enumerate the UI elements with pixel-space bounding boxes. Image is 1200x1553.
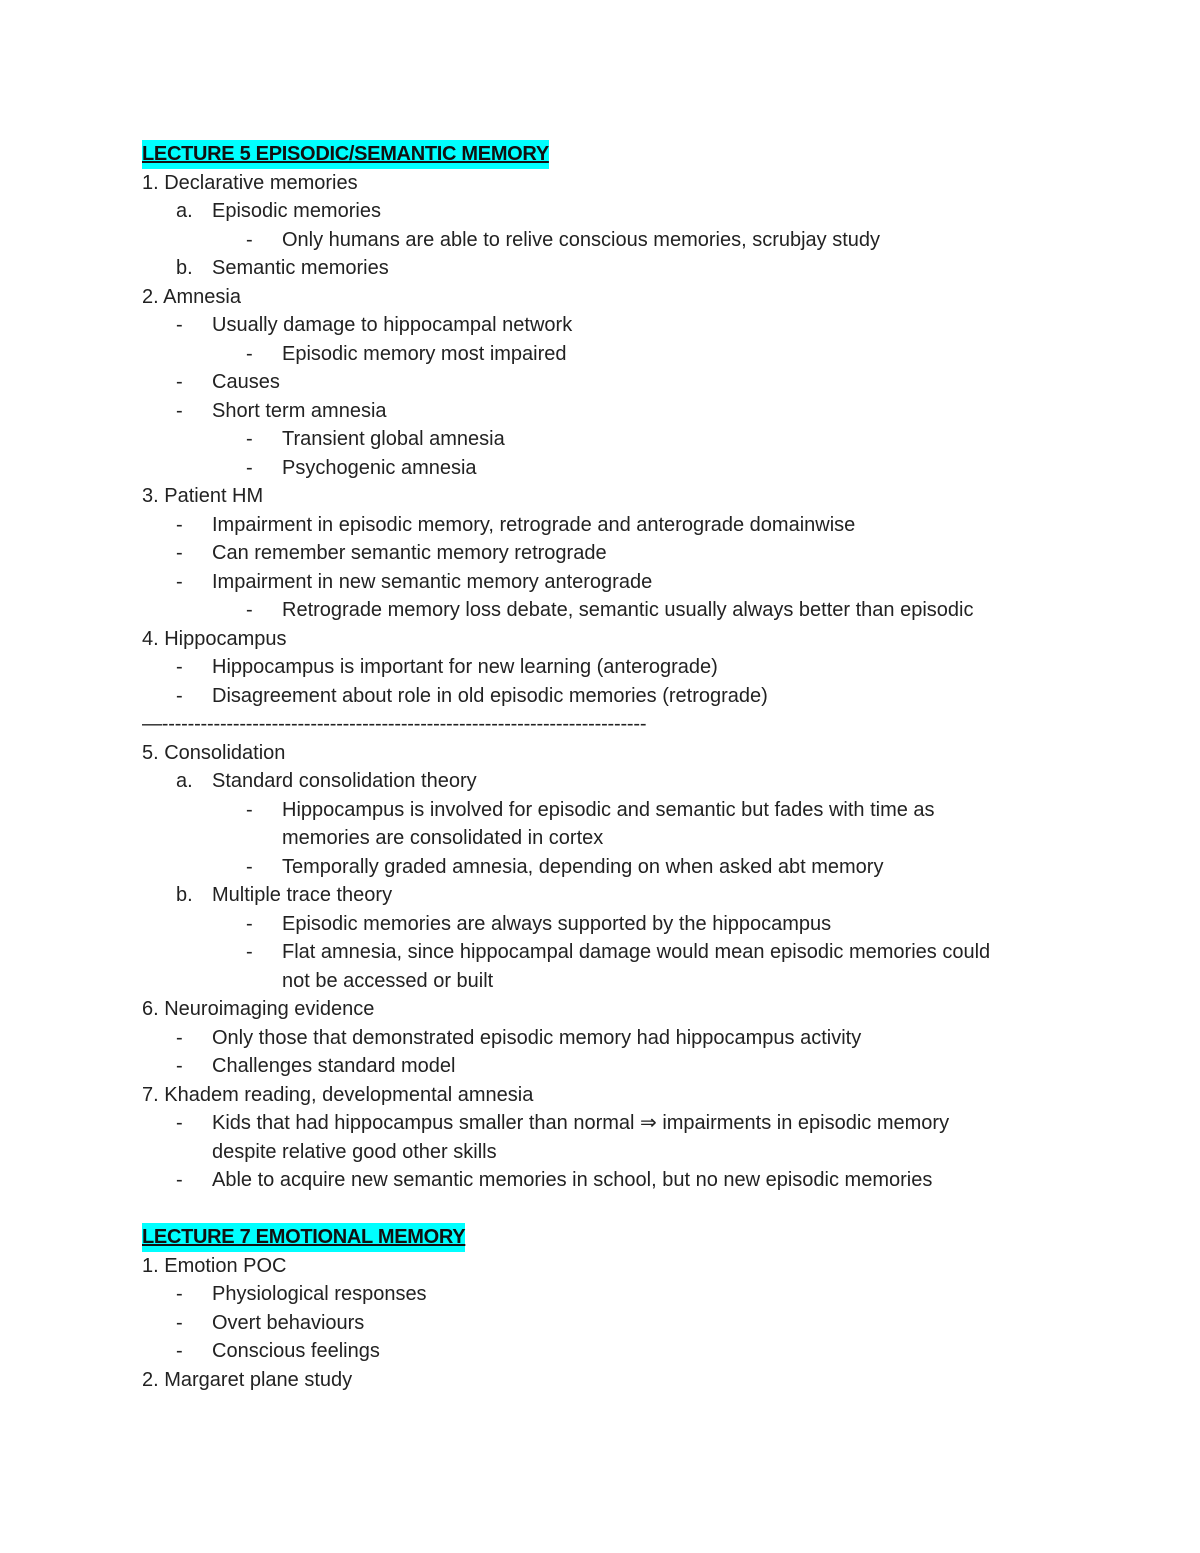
- outline-item-line: Short term amnesia: [212, 399, 387, 422]
- outline-item-line: 7. Khadem reading, developmental amnesia: [142, 1083, 534, 1106]
- outline-item-line: 5. Consolidation: [142, 741, 286, 764]
- list-marker: a.: [176, 770, 193, 792]
- outline-item: [142, 853, 1082, 882]
- outline-item-line: Impairment in episodic memory, retrograde and anterograde domainwise: [212, 513, 856, 536]
- outline-item-text: [212, 1024, 861, 1053]
- outline-item-line: 2. Amnesia: [142, 285, 241, 308]
- outline-item-text: [282, 454, 477, 483]
- outline-item-line: Episodic memories: [212, 200, 381, 222]
- outline-item: [142, 739, 1082, 768]
- outline-item-text: [212, 1166, 932, 1195]
- outline-item: [142, 682, 1082, 711]
- outline-item: [142, 482, 1082, 511]
- list-marker: -: [176, 513, 183, 536]
- list-marker: -: [176, 371, 183, 393]
- outline-item-text: [282, 910, 831, 939]
- outline-item-text: [212, 568, 652, 597]
- outline-item-line: Kids that had hippocampus smaller than normal ⇒ impairments in episodic memory: [212, 1112, 950, 1134]
- list-marker: a.: [176, 200, 193, 222]
- outline-item-text: [282, 226, 880, 255]
- outline-item: [142, 938, 1082, 995]
- outline-item: [142, 653, 1082, 682]
- outline-item: [142, 796, 1082, 853]
- outline-item-line: Conscious feelings: [212, 1340, 380, 1362]
- outline-item: [142, 1366, 1082, 1395]
- outline-item-line: Can remember semantic memory retrograde: [212, 542, 607, 564]
- outline-item: [142, 169, 1082, 198]
- list-marker: -: [246, 798, 253, 821]
- outline-item: [142, 1109, 1082, 1166]
- outline-item-text: [212, 1109, 949, 1166]
- outline-item-text: [142, 482, 263, 511]
- outline-item: [142, 1337, 1082, 1366]
- outline-item: [142, 881, 1082, 910]
- outline-item-line: Only those that demonstrated episodic memory had hippocampus activity: [212, 1026, 862, 1049]
- outline-item-text: [212, 397, 387, 426]
- list-marker: -: [246, 855, 253, 878]
- outline-item-line: Retrograde memory loss debate, semantic usually always better than episodic: [282, 599, 974, 621]
- outline-item-text: [142, 169, 358, 198]
- outline-item: [142, 1309, 1082, 1338]
- outline-item: [142, 596, 1082, 625]
- outline-item-line: Multiple trace theory: [212, 884, 393, 906]
- outline-item-line: Impairment in new semantic memory anterograde: [212, 570, 653, 593]
- outline-item-text: [212, 653, 718, 682]
- outline-item: [142, 511, 1082, 540]
- outline-item: [142, 254, 1082, 283]
- outline-item: [142, 283, 1082, 312]
- outline-item-text: [212, 254, 389, 283]
- list-marker: -: [246, 228, 253, 251]
- outline-item-text: [142, 1081, 533, 1110]
- list-marker: -: [176, 1340, 183, 1362]
- list-marker: -: [246, 428, 253, 450]
- outline-item: [142, 368, 1082, 397]
- list-marker: -: [176, 314, 183, 336]
- list-marker: b.: [176, 884, 193, 906]
- list-marker: -: [176, 656, 183, 678]
- outline-item-line: Overt behaviours: [212, 1311, 365, 1334]
- outline-item: [142, 311, 1082, 340]
- outline-item: [142, 454, 1082, 483]
- outline-item-line: Standard consolidation theory: [212, 770, 477, 792]
- outline-item-line: Able to acquire new semantic memories in school, but no new episodic memories: [212, 1169, 933, 1191]
- list-marker: -: [176, 1026, 183, 1049]
- lecture5-heading: LECTURE 5 EPISODIC/SEMANTIC MEMORY: [142, 140, 549, 169]
- outline-item-line: Only humans are able to relive conscious memories, scrubjay study: [282, 228, 881, 251]
- outline-item-line: Transient global amnesia: [282, 428, 505, 450]
- outline-item-text: [212, 1052, 456, 1081]
- outline-item-text: [212, 682, 768, 711]
- outline-item-line: 1. Emotion POC: [142, 1254, 287, 1277]
- outline-item-continuation: despite relative good other skills: [212, 1140, 497, 1163]
- outline-item-line: Episodic memory most impaired: [282, 342, 567, 365]
- list-marker: -: [176, 1311, 183, 1334]
- outline-item-text: [212, 511, 855, 540]
- outline-item-line: Flat amnesia, since hippocampal damage would mean episodic memories could: [282, 941, 991, 963]
- outline-item-line: Causes: [212, 371, 280, 393]
- outline-item: [142, 1024, 1082, 1053]
- section-divider: —---------------------------------------------------------------------------: [142, 713, 647, 735]
- outline-item: [142, 1252, 1082, 1281]
- list-marker: -: [246, 599, 253, 621]
- outline-item: [142, 397, 1082, 426]
- outline-item-text: [282, 938, 990, 995]
- outline-item-line: Hippocampus is involved for episodic and semantic but fades with time as: [282, 798, 935, 821]
- list-marker: -: [246, 941, 253, 963]
- outline-item: [142, 539, 1082, 568]
- lecture7-heading: LECTURE 7 EMOTIONAL MEMORY: [142, 1223, 465, 1252]
- outline-item: [142, 1052, 1082, 1081]
- outline-item-text: [212, 1337, 380, 1366]
- outline-item-text: [142, 739, 285, 768]
- outline-item-text: [212, 881, 392, 910]
- outline-item-text: [142, 1252, 287, 1281]
- outline-item-line: 1. Declarative memories: [142, 171, 358, 194]
- lecture5-heading-line: [142, 140, 1082, 169]
- outline-item-text: [282, 596, 973, 625]
- outline-item: [142, 425, 1082, 454]
- outline-item-text: [212, 539, 607, 568]
- outline-item-line: Semantic memories: [212, 257, 389, 279]
- outline-item: [142, 226, 1082, 255]
- outline-item-line: Temporally graded amnesia, depending on when asked abt memory: [282, 855, 884, 878]
- list-marker: -: [176, 570, 183, 593]
- outline-item-line: Psychogenic amnesia: [282, 456, 477, 479]
- list-marker: -: [176, 542, 183, 564]
- list-marker: -: [176, 1055, 183, 1077]
- lecture7-heading-line: [142, 1223, 1082, 1252]
- list-marker: -: [246, 456, 253, 479]
- outline-item-text: [142, 1366, 352, 1395]
- list-marker: -: [176, 399, 183, 422]
- list-marker: -: [176, 1283, 183, 1305]
- outline-item: [142, 767, 1082, 796]
- outline-item-text: [212, 311, 572, 340]
- outline-item-line: Episodic memories are always supported by the hippocampus: [282, 912, 832, 935]
- outline-item: [142, 197, 1082, 226]
- list-marker: b.: [176, 257, 193, 279]
- outline-item: [142, 568, 1082, 597]
- outline-item-line: Disagreement about role in old episodic memories (retrograde): [212, 684, 768, 707]
- document-content: [142, 140, 1082, 1394]
- section-spacer: [142, 1195, 1082, 1224]
- outline-item-text: [142, 283, 241, 312]
- outline-item-line: Hippocampus is important for new learning (anterograde): [212, 656, 718, 678]
- outline-item-line: 4. Hippocampus: [142, 627, 287, 650]
- outline-item-line: Challenges standard model: [212, 1055, 456, 1077]
- outline-item-text: [282, 340, 567, 369]
- list-marker: -: [246, 342, 253, 365]
- outline-item: [142, 1280, 1082, 1309]
- outline-item-text: [142, 625, 287, 654]
- outline-item-text: [282, 425, 505, 454]
- outline-item-text: [212, 1280, 427, 1309]
- outline-item-text: [142, 995, 374, 1024]
- list-marker: -: [176, 1169, 183, 1191]
- outline-item-line: Physiological responses: [212, 1283, 427, 1305]
- outline-item: [142, 340, 1082, 369]
- outline-item-line: 2. Margaret plane study: [142, 1368, 353, 1391]
- outline-item: [142, 910, 1082, 939]
- outline-item-text: [212, 767, 477, 796]
- list-marker: -: [176, 684, 183, 707]
- outline-item-line: Usually damage to hippocampal network: [212, 314, 573, 336]
- list-marker: -: [176, 1112, 183, 1134]
- outline-item-line: 3. Patient HM: [142, 485, 264, 507]
- outline-item-text: [212, 1309, 364, 1338]
- outline-item: [142, 1166, 1082, 1195]
- outline-item-line: 6. Neuroimaging evidence: [142, 998, 375, 1020]
- outline-item-text: [282, 796, 935, 853]
- outline-item: [142, 625, 1082, 654]
- outline-item-text: [212, 368, 280, 397]
- outline-item: [142, 995, 1082, 1024]
- outline-item-continuation: not be accessed or built: [282, 969, 494, 992]
- outline-item-text: [212, 197, 381, 226]
- outline-item-continuation: memories are consolidated in cortex: [282, 827, 604, 849]
- outline-item: [142, 1081, 1082, 1110]
- list-marker: -: [246, 912, 253, 935]
- lecture7-outline: [142, 1252, 1082, 1395]
- outline-item-text: [282, 853, 883, 882]
- lecture5-outline: [142, 169, 1082, 1195]
